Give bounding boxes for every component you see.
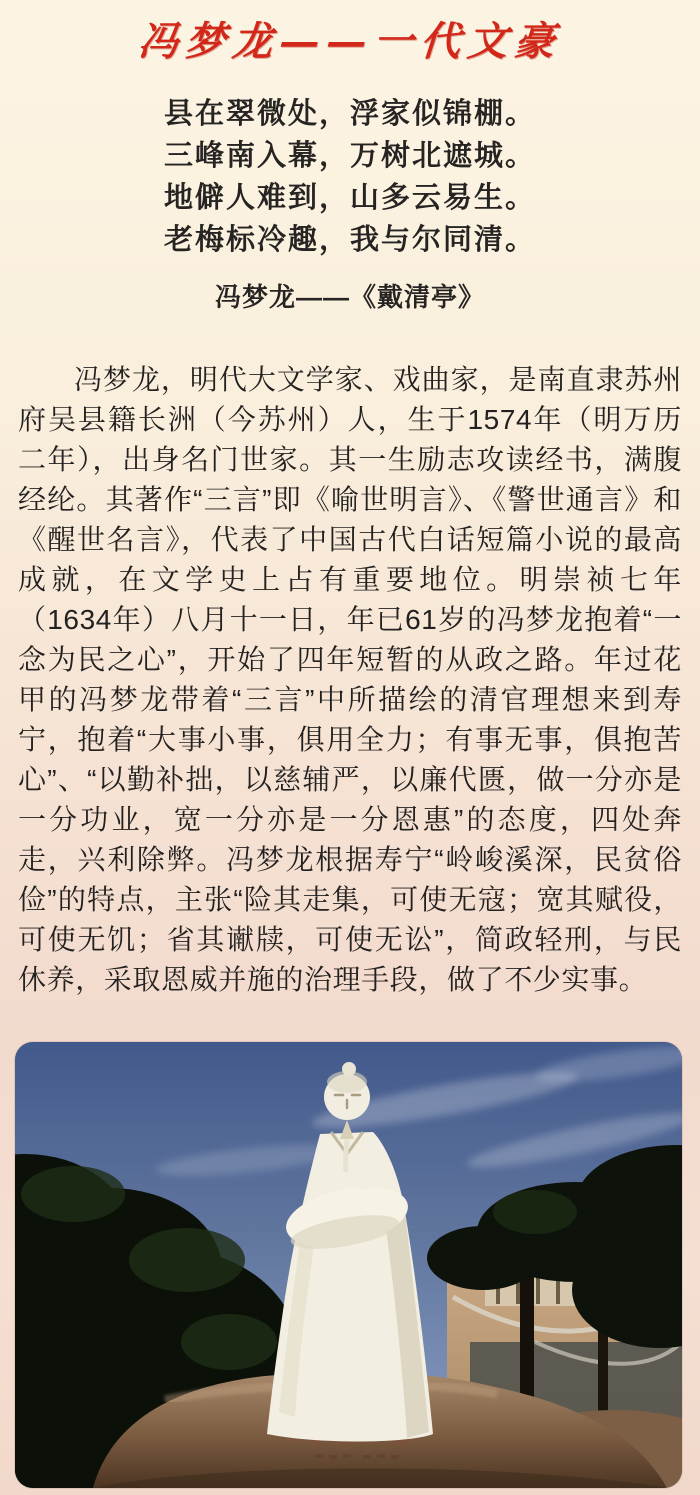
statue-photo (15, 1042, 682, 1488)
biography-paragraph: 冯梦龙，明代大文学家、戏曲家，是南直隶苏州府吴县籍长洲（今苏州）人，生于1574年（明万历二年），出身名门世家。其一生励志攻读经书，满腹经纶。其著作“三言”即《喻世明言》、《警世通言》和《醒世名言》，代表了中国古代白话短篇小说的最高成就，在文学史上占有重要地位。明崇祯七年（1634年）八月十一日，年已61岁的冯梦龙抱着“一念为民之心”，开始了四年短暂的从政之路。年过花甲的冯梦龙带着“三言”中所描绘的清官理想来到寿宁，抱着“大事小事，俱用全力；有事无事，俱抱苦心”、“以勤补拙，以慈辅严，以廉代匮，做一分亦是一分功业，宽一分亦是一分恩惠”的态度，四处奔走，兴利除弊。冯梦龙根据寿宁“岭峻溪深，民贫俗俭”的特点，主张“险其走集，可使无寇；宽其赋役，可使无饥；省其谳牍，可使无讼”，简政轻刑，与民休养，采取恩威并施的治理手段，做了不少实事。 (18, 364, 682, 995)
poem-line: 地僻人难到，山多云易生。 (163, 182, 536, 214)
page (0, 10, 700, 1495)
poem-line: 县在翠微处，浮家似锦棚。 (163, 98, 536, 130)
page-title: 冯梦龙——一代文豪 (136, 18, 563, 65)
statue-photo-illustration (15, 1042, 682, 1488)
poem-line: 三峰南入幕，万树北遮城。 (163, 140, 536, 172)
poem-line: 老梅标冷趣，我与尔同清。 (163, 224, 536, 256)
poem-attribution: 冯梦龙——《戴清亭》 (214, 282, 485, 312)
poem (0, 93, 700, 261)
